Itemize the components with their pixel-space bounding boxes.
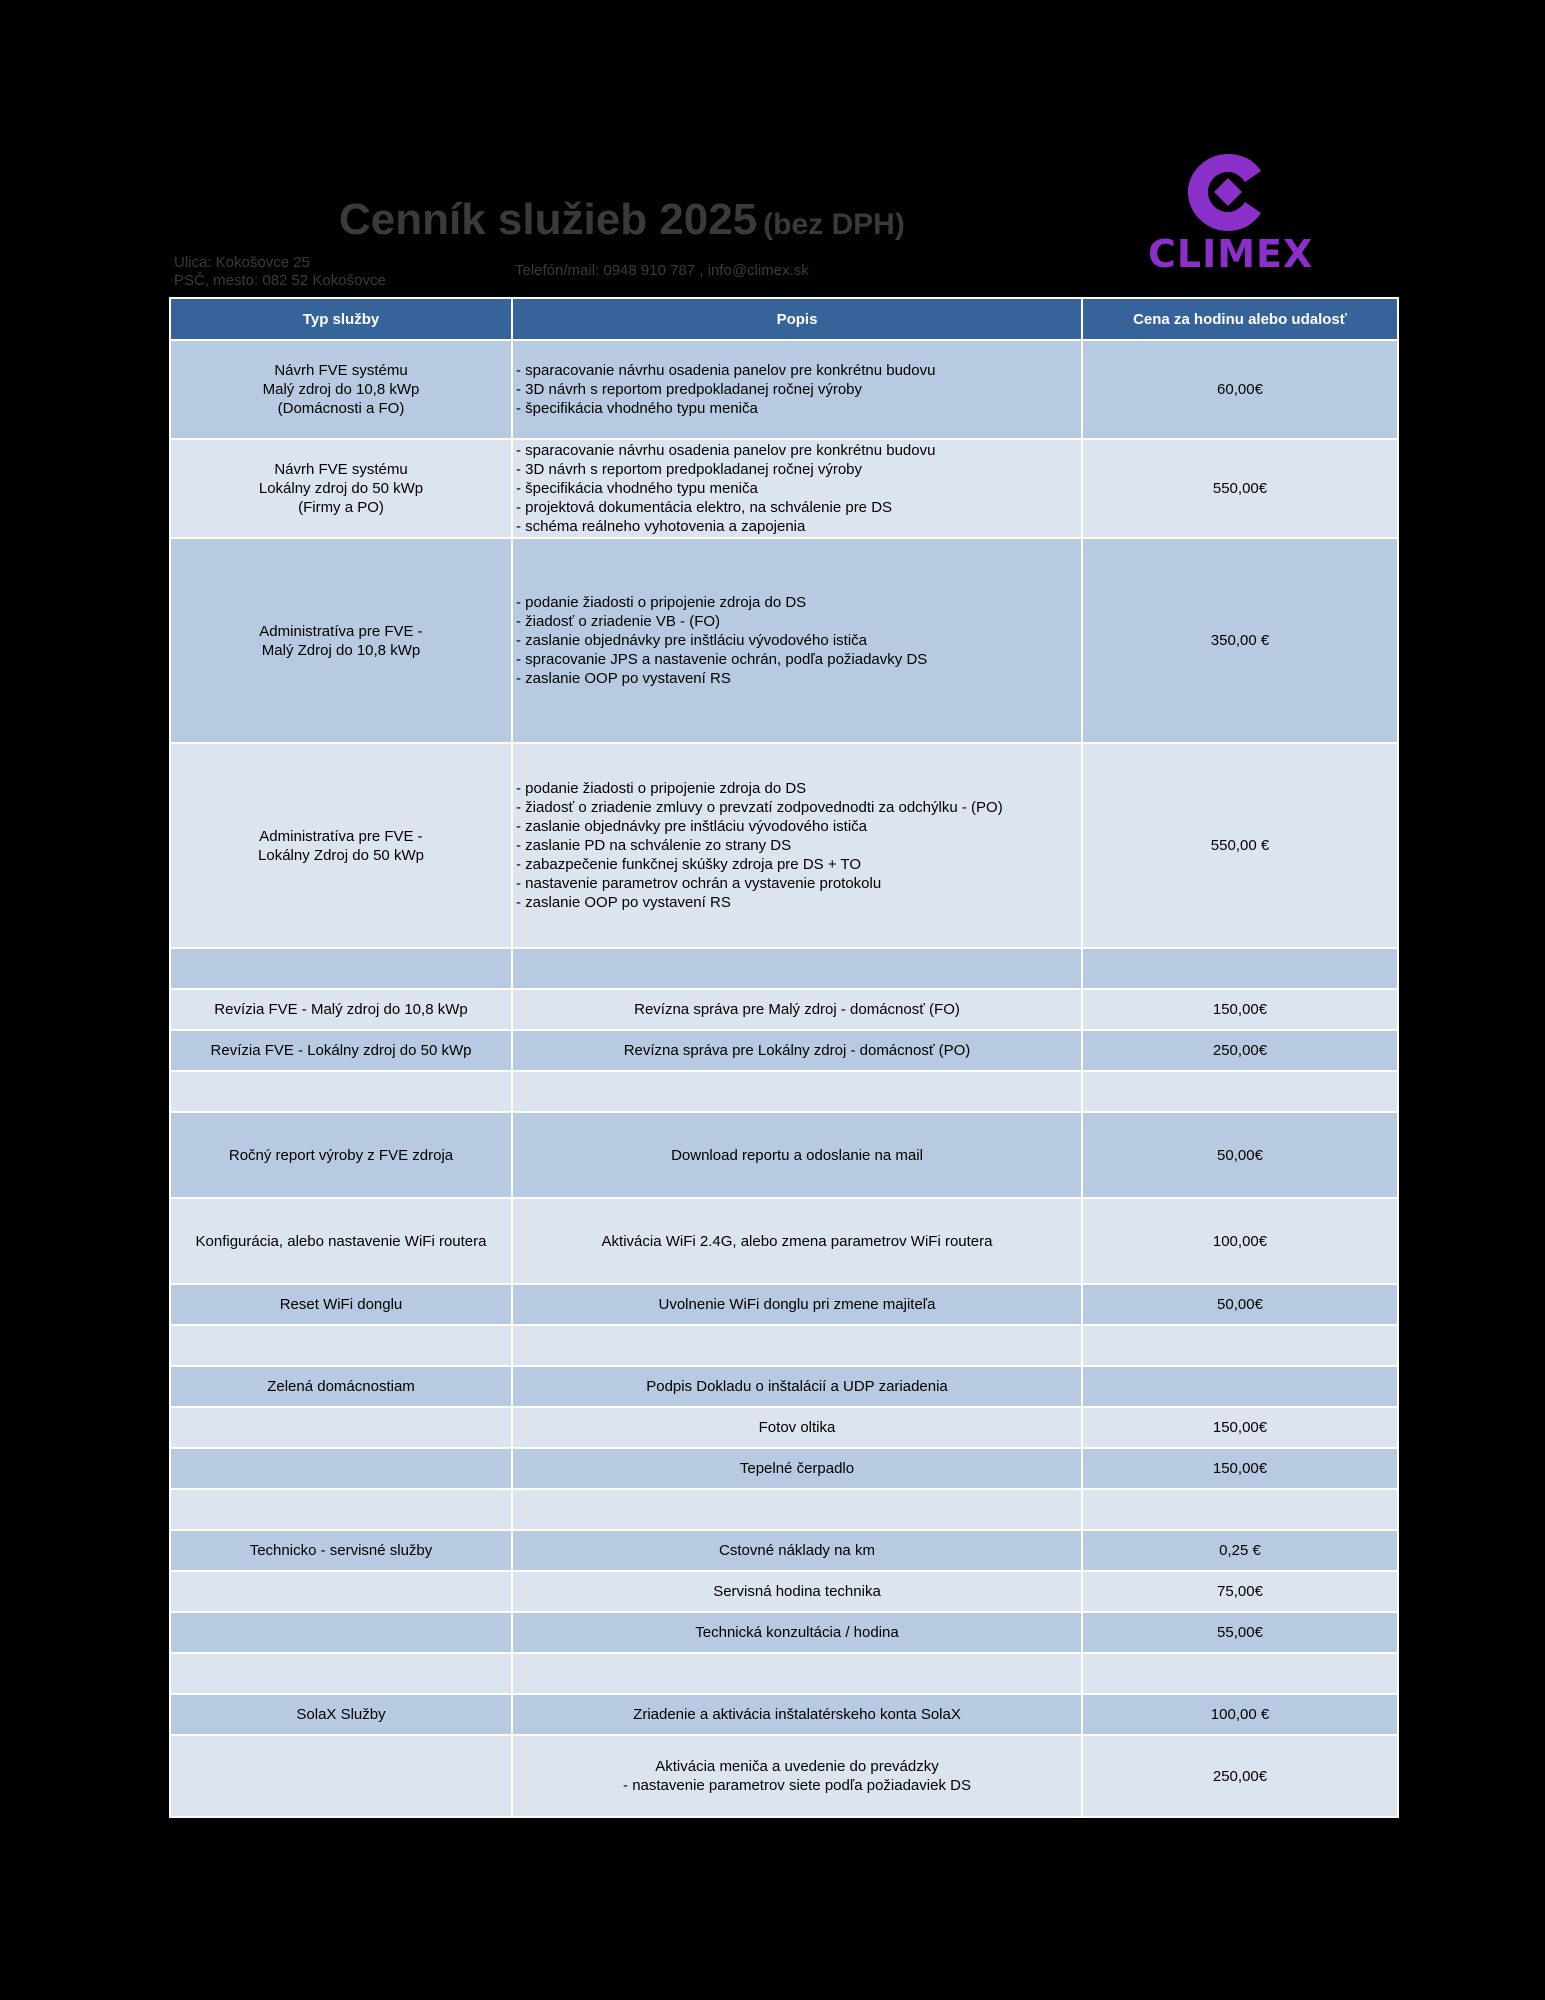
- service-type-cell: [170, 1653, 512, 1694]
- description-line: - spracovanie JPS a nastavenie ochrán, podľa požiadavky DS: [516, 651, 928, 668]
- description-cell: [512, 1530, 1082, 1571]
- description-line: Revízna správa pre Lokálny zdroj - domácnosť (PO): [623, 1042, 971, 1059]
- description-line: Aktivácia meniča a uvedenie do prevádzky: [655, 1758, 939, 1775]
- contact-info: Telefón/mail: 0948 910 787 , info@climex.sk: [515, 262, 809, 279]
- service-type-cell: [170, 989, 512, 1030]
- description-cell: [512, 1489, 1082, 1530]
- price-value: 550,00€: [1212, 480, 1268, 497]
- price-value: 150,00€: [1212, 1001, 1268, 1018]
- table-body: [170, 340, 1398, 1817]
- price-cell: [1082, 1071, 1398, 1112]
- service-type-cell: [170, 743, 512, 948]
- table-row: [170, 1407, 1398, 1448]
- description-cell: [512, 340, 1082, 439]
- description-cell: [512, 1284, 1082, 1325]
- column-header-price: Cena za hodinu alebo udalosť: [1082, 298, 1398, 340]
- table-row: [170, 1612, 1398, 1653]
- price-cell: [1082, 1612, 1398, 1653]
- price-value: 0,25 €: [1219, 1542, 1261, 1559]
- table-row: [170, 743, 1398, 948]
- description-cell: [512, 1366, 1082, 1407]
- table-row: [170, 1448, 1398, 1489]
- service-type-line: Revízia FVE - Malý zdroj do 10,8 kWp: [214, 1001, 468, 1018]
- climex-logo-text: CLIMEX: [1148, 232, 1314, 276]
- price-cell: [1082, 1530, 1398, 1571]
- service-type-cell: [170, 1112, 512, 1198]
- price-value: 100,00 €: [1210, 1706, 1270, 1723]
- price-value: 100,00€: [1212, 1232, 1268, 1250]
- service-type-cell: [170, 1198, 512, 1284]
- service-type-cell: [170, 340, 512, 439]
- table-row: [170, 989, 1398, 1030]
- column-header-type: Typ služby: [170, 298, 512, 340]
- description-cell: [512, 1112, 1082, 1198]
- price-cell: [1082, 1030, 1398, 1071]
- description-line: Tepelné čerpadlo: [739, 1460, 855, 1477]
- description-line: - 3D návrh s reportom predpokladanej ročnej výroby: [516, 381, 863, 398]
- description-line: Download reportu a odoslanie na mail: [671, 1146, 923, 1164]
- description-line: - schéma reálneho vyhotovenia a zapojenia: [516, 518, 806, 535]
- service-type-line: Revízia FVE - Lokálny zdroj do 50 kWp: [210, 1042, 472, 1059]
- service-type-line: Lokálny zdroj do 50 kWp: [258, 480, 424, 497]
- service-type-cell: [170, 1735, 512, 1817]
- service-type-cell: [170, 1030, 512, 1071]
- table-row: [170, 1530, 1398, 1571]
- price-cell: [1082, 1325, 1398, 1366]
- description-cell: [512, 1694, 1082, 1735]
- service-type-line: Ročný report výroby z FVE zdroja: [228, 1146, 454, 1164]
- table-spacer-row: [170, 948, 1398, 989]
- description-line: - žiadosť o zriadenie zmluvy o prevzatí zodpovednodti za odchýlku - (PO): [516, 799, 1003, 816]
- description-line: - zaslanie OOP po vystavení RS: [516, 894, 731, 911]
- service-type-line: Návrh FVE systému: [274, 461, 408, 478]
- service-type-cell: [170, 1571, 512, 1612]
- service-type-cell: [170, 538, 512, 743]
- price-value: 550,00 €: [1210, 837, 1270, 854]
- price-cell: [1082, 1489, 1398, 1530]
- service-type-line: Reset WiFi donglu: [279, 1296, 403, 1313]
- service-type-line: Zelená domácnostiam: [267, 1378, 415, 1395]
- description-line: - sparacovanie návrhu osadenia panelov pre konkrétnu budovu: [516, 442, 936, 459]
- price-cell: [1082, 1653, 1398, 1694]
- description-cell: [512, 989, 1082, 1030]
- service-type-cell: [170, 1694, 512, 1735]
- page-title: [339, 195, 905, 245]
- description-line: - sparacovanie návrhu osadenia panelov pre konkrétnu budovu: [516, 362, 936, 379]
- service-type-cell: [170, 1407, 512, 1448]
- service-type-cell: [170, 1612, 512, 1653]
- description-line: Revízna správa pre Malý zdroj - domácnosť (FO): [634, 1001, 960, 1018]
- table-spacer-row: [170, 1071, 1398, 1112]
- price-cell: [1082, 989, 1398, 1030]
- description-cell: [512, 1653, 1082, 1694]
- service-type-cell: [170, 439, 512, 538]
- table-spacer-row: [170, 1653, 1398, 1694]
- description-line: Podpis Dokladu o inštalácií a UDP zariadenia: [646, 1378, 948, 1395]
- table-row: [170, 1366, 1398, 1407]
- price-value: 55,00€: [1217, 1624, 1263, 1641]
- description-line: Uvolnenie WiFi donglu pri zmene majiteľa: [658, 1296, 936, 1313]
- service-type-cell: [170, 1071, 512, 1112]
- service-type-line: Návrh FVE systému: [274, 362, 408, 379]
- climex-logo-icon: [1148, 150, 1308, 235]
- service-type-line: Malý Zdroj do 10,8 kWp: [261, 641, 421, 659]
- price-cell: [1082, 538, 1398, 743]
- description-cell: [512, 1735, 1082, 1817]
- price-value: 250,00€: [1212, 1767, 1268, 1785]
- table-row: [170, 1198, 1398, 1284]
- price-cell: [1082, 1694, 1398, 1735]
- table-header-row: [170, 298, 1398, 340]
- description-line: Fotov oltika: [758, 1419, 836, 1436]
- service-type-line: SolaX Služby: [296, 1706, 386, 1723]
- description-cell: [512, 1071, 1082, 1112]
- description-cell: [512, 1612, 1082, 1653]
- price-cell: [1082, 1112, 1398, 1198]
- price-value: 50,00€: [1217, 1296, 1263, 1313]
- description-line: - podanie žiadosti o pripojenie zdroja do DS: [516, 780, 807, 797]
- description-cell: [512, 743, 1082, 948]
- table-spacer-row: [170, 1325, 1398, 1366]
- service-type-line: Technicko - servisné služby: [249, 1542, 433, 1559]
- service-type-cell: [170, 1530, 512, 1571]
- service-type-line: Administratíva pre FVE -: [259, 622, 423, 640]
- table-spacer-row: [170, 1489, 1398, 1530]
- table-row: [170, 1112, 1398, 1198]
- description-line: - zaslanie PD na schválenie zo strany DS: [516, 837, 792, 854]
- description-line: - špecifikácia vhodného typu meniča: [516, 480, 758, 497]
- description-line: Servisná hodina technika: [713, 1583, 881, 1600]
- price-value: 150,00€: [1212, 1419, 1268, 1436]
- price-cell: [1082, 1571, 1398, 1612]
- description-cell: [512, 439, 1082, 538]
- service-type-line: Lokálny Zdroj do 50 kWp: [258, 846, 424, 864]
- table-row: [170, 340, 1398, 439]
- table-row: [170, 1735, 1398, 1817]
- description-line: - nastavenie parametrov ochrán a vystavenie protokolu: [516, 875, 882, 892]
- description-line: - podanie žiadosti o pripojenie zdroja do DS: [516, 594, 807, 611]
- price-cell: [1082, 1198, 1398, 1284]
- service-type-line: (Domácnosti a FO): [277, 400, 405, 417]
- description-line: - žiadosť o zriadenie VB - (FO): [516, 613, 721, 630]
- service-type-cell: [170, 1325, 512, 1366]
- description-cell: [512, 1198, 1082, 1284]
- description-line: - špecifikácia vhodného typu meniča: [516, 400, 758, 417]
- price-value: 250,00€: [1212, 1042, 1268, 1059]
- description-line: - projektová dokumentácia elektro, na schválenie pre DS: [516, 499, 893, 516]
- price-value: 350,00 €: [1210, 632, 1270, 649]
- price-cell: [1082, 439, 1398, 538]
- service-type-cell: [170, 1284, 512, 1325]
- description-cell: [512, 1407, 1082, 1448]
- service-type-line: (Firmy a PO): [298, 499, 384, 516]
- price-cell: [1082, 1284, 1398, 1325]
- service-type-cell: [170, 948, 512, 989]
- description-line: - nastavenie parametrov siete podľa požiadaviek DS: [623, 1777, 971, 1794]
- service-type-cell: [170, 1448, 512, 1489]
- description-cell: [512, 538, 1082, 743]
- table-row: [170, 1030, 1398, 1071]
- description-line: - zaslanie objednávky pre inštláciu vývodového ističa: [516, 632, 868, 649]
- climex-logo: [1148, 150, 1314, 276]
- description-line: Cstovné náklady na km: [719, 1542, 875, 1559]
- price-cell: [1082, 1448, 1398, 1489]
- table-row: [170, 1284, 1398, 1325]
- description-line: - zabazpečenie funkčnej skúšky zdroja pre DS + TO: [516, 856, 862, 873]
- page-title-suffix: (bez DPH): [763, 208, 905, 241]
- table-row: [170, 1694, 1398, 1735]
- description-line: Aktivácia WiFi 2.4G, alebo zmena parametrov WiFi routera: [601, 1232, 993, 1250]
- service-type-line: Administratíva pre FVE -: [259, 827, 423, 845]
- address-block: [174, 254, 386, 290]
- table-row: [170, 1571, 1398, 1612]
- price-value: 150,00€: [1212, 1460, 1268, 1477]
- page-title-main: Cenník služieb 2025: [339, 195, 758, 244]
- description-line: - 3D návrh s reportom predpokladanej ročnej výroby: [516, 461, 863, 478]
- description-cell: [512, 1325, 1082, 1366]
- description-cell: [512, 948, 1082, 989]
- price-table: [169, 297, 1399, 1818]
- description-line: - zaslanie objednávky pre inštláciu vývodového ističa: [516, 818, 868, 835]
- price-value: 60,00€: [1217, 381, 1263, 398]
- price-cell: [1082, 743, 1398, 948]
- price-cell: [1082, 948, 1398, 989]
- service-type-line: Malý zdroj do 10,8 kWp: [262, 381, 420, 398]
- service-type-cell: [170, 1366, 512, 1407]
- service-type-cell: [170, 1489, 512, 1530]
- address-city: PSČ, mesto: 082 52 Kokošovce: [174, 272, 386, 289]
- column-header-description: Popis: [512, 298, 1082, 340]
- price-cell: [1082, 1735, 1398, 1817]
- price-cell: [1082, 340, 1398, 439]
- table-row: [170, 439, 1398, 538]
- price-cell: [1082, 1407, 1398, 1448]
- table-row: [170, 538, 1398, 743]
- description-line: Zriadenie a aktivácia inštalatérskeho konta SolaX: [633, 1706, 961, 1723]
- price-cell: [1082, 1366, 1398, 1407]
- description-cell: [512, 1448, 1082, 1489]
- price-value: 75,00€: [1217, 1583, 1263, 1600]
- description-cell: [512, 1030, 1082, 1071]
- price-value: 50,00€: [1217, 1146, 1263, 1164]
- description-line: - zaslanie OOP po vystavení RS: [516, 670, 731, 687]
- description-cell: [512, 1571, 1082, 1612]
- description-line: Technická konzultácia / hodina: [695, 1624, 899, 1641]
- service-type-line: Konfigurácia, alebo nastavenie WiFi routera: [195, 1232, 487, 1250]
- address-street: Ulica: Kokošovce 25: [174, 254, 310, 271]
